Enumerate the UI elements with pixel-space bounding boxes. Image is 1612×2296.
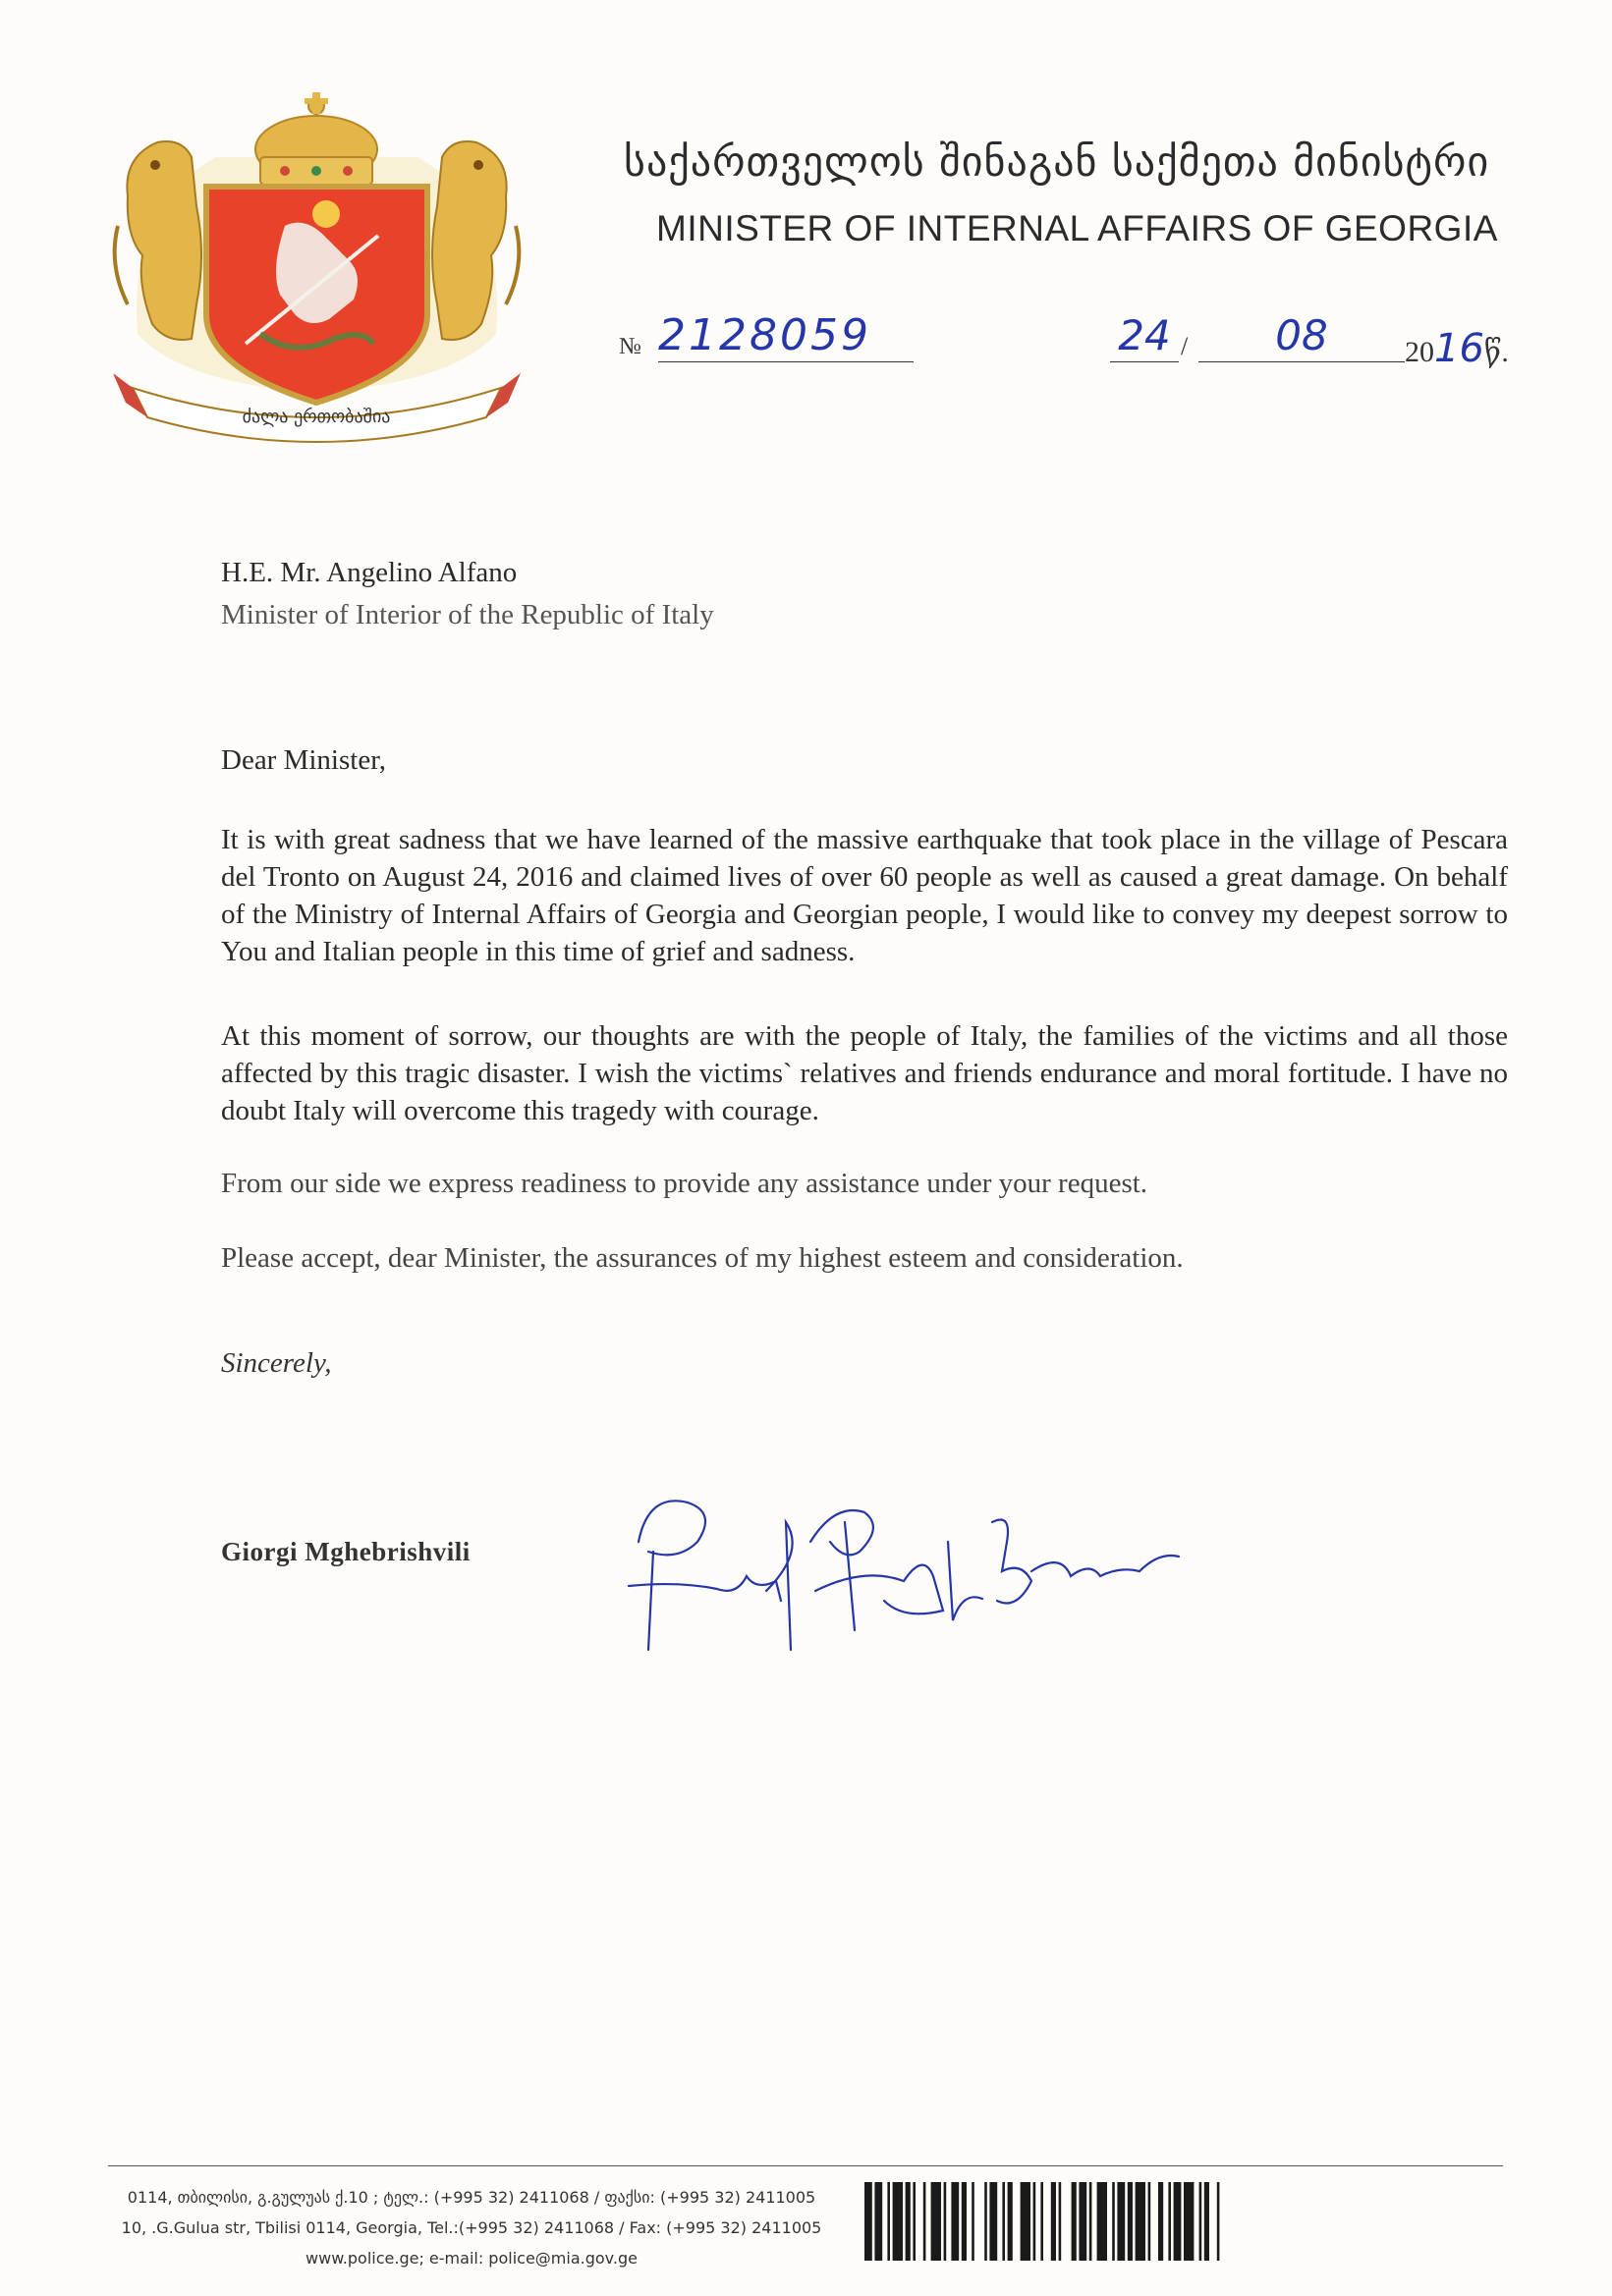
- barcode-bar: [923, 2182, 926, 2261]
- letterhead-title-georgian: საქართველოს შინაგან საქმეთა მინისტრი: [624, 137, 1490, 186]
- barcode-bar: [962, 2182, 967, 2261]
- recipient-name: H.E. Mr. Angelino Alfano: [221, 557, 518, 588]
- barcode-bar: [1040, 2182, 1043, 2261]
- barcode-bar: [1089, 2182, 1092, 2261]
- motto-text: ძალა ერთობაშია: [242, 407, 391, 427]
- date-year: [1405, 326, 1509, 371]
- barcode-bar: [1174, 2182, 1182, 2261]
- salutation: Dear Minister,: [221, 744, 386, 776]
- barcode-bar: [906, 2182, 911, 2261]
- barcode-bar: [1148, 2182, 1151, 2261]
- barcode-bar: [1021, 2182, 1030, 2261]
- footer-line-ka: 0114, თბილისი, გ.გულუას ქ.10 ; ტელ.: (+995 32) 2411068 / ფაქსი: (+995 32) 2411005: [127, 2188, 816, 2207]
- barcode-bar: [1199, 2182, 1202, 2261]
- date-separator: /: [1181, 332, 1189, 360]
- barcode-bar: [1002, 2182, 1005, 2261]
- footer-rule: [108, 2165, 1503, 2166]
- shield-icon: [206, 187, 427, 403]
- recipient-title: Minister of Interior of the Republic of Italy: [221, 599, 714, 630]
- signer-name: Giorgi Mghebrishvili: [221, 1537, 471, 1566]
- barcode-bar: [1079, 2182, 1086, 2261]
- barcode-bar: [972, 2182, 974, 2261]
- number-symbol: №: [619, 334, 641, 359]
- barcode-bar: [1059, 2182, 1062, 2261]
- barcode-bar: [1136, 2182, 1145, 2261]
- barcode-bar: [1008, 2182, 1013, 2261]
- handwritten-signature-icon: [609, 1483, 1218, 1679]
- barcode-bar: [893, 2182, 903, 2261]
- lion-right-icon: [432, 141, 519, 340]
- barcode-bar: [864, 2182, 872, 2261]
- barcode-bar: [1204, 2182, 1209, 2261]
- barcode-icon: [864, 2182, 1493, 2261]
- footer-line-en: 10, .G.Gulua str, Tbilisi 0114, Georgia, Tel.:(+995 32) 2411068 / Fax: (+995 32) 2411005: [121, 2218, 822, 2237]
- paragraph-2: At this moment of sorrow, our thoughts are with the people of Italy, the families of the victims and all those affected by this tragic disaster. I wish the victims` relatives and friends endurance and moral fortitude. I have no doubt Italy will overcome this tragedy with courage.: [221, 1020, 1508, 1126]
- reference-number: 2128059: [658, 312, 914, 362]
- letterhead-title-english: MINISTER OF INTERNAL AFFAIRS OF GEORGIA: [656, 208, 1498, 248]
- barcode-bar: [913, 2182, 916, 2261]
- date-day: 24: [1110, 312, 1179, 362]
- barcode-bar: [874, 2182, 882, 2261]
- barcode-bar: [1168, 2182, 1171, 2261]
- paragraph-4: Please accept, dear Minister, the assurances of my highest esteem and consideration.: [221, 1242, 1184, 1274]
- barcode-bar: [951, 2182, 959, 2261]
- barcode-bar: [1184, 2182, 1194, 2261]
- barcode-bar: [1158, 2182, 1163, 2261]
- lion-left-icon: [115, 141, 201, 340]
- barcode-bar: [1112, 2182, 1115, 2261]
- barcode-bar: [1051, 2182, 1056, 2261]
- crown-icon: [255, 92, 377, 185]
- reference-line: [619, 310, 1509, 371]
- footer-contact: [98, 2182, 845, 2273]
- barcode-bar: [944, 2182, 947, 2261]
- barcode-bar: [1097, 2182, 1107, 2261]
- paragraph-1: It is with great sadness that we have learned of the massive earthquake that took place in the village of Pescara del Tronto on August 24, 2016 and claimed lives of over 60 people as well as caused a great damage. On behalf of the Ministry of Internal Affairs of Georgia and Georgian people, I would like to convey my deepest sorrow to You and Italian people in this time of grief and sadness.: [221, 824, 1508, 967]
- paragraph-3: From our side we express readiness to provide any assistance under your request.: [221, 1168, 1148, 1199]
- barcode-bar: [1117, 2182, 1125, 2261]
- barcode-bar: [1128, 2182, 1133, 2261]
- year-handwritten: 16: [1434, 326, 1484, 371]
- barcode-bar: [1033, 2182, 1036, 2261]
- barcode-bar: [931, 2182, 941, 2261]
- year-prefix: 20: [1405, 336, 1434, 368]
- barcode-bar: [1217, 2182, 1220, 2261]
- barcode-bar: [984, 2182, 987, 2261]
- year-suffix: წ.: [1483, 336, 1509, 368]
- footer-web-email: www.police.ge; e-mail: police@mia.gov.ge: [306, 2249, 638, 2268]
- barcode-bar: [989, 2182, 997, 2261]
- barcode-bar: [887, 2182, 890, 2261]
- coat-of-arms-icon: [98, 88, 535, 452]
- closing: Sincerely,: [221, 1347, 332, 1379]
- barcode-bar: [1072, 2182, 1077, 2261]
- date-month: 08: [1198, 312, 1405, 362]
